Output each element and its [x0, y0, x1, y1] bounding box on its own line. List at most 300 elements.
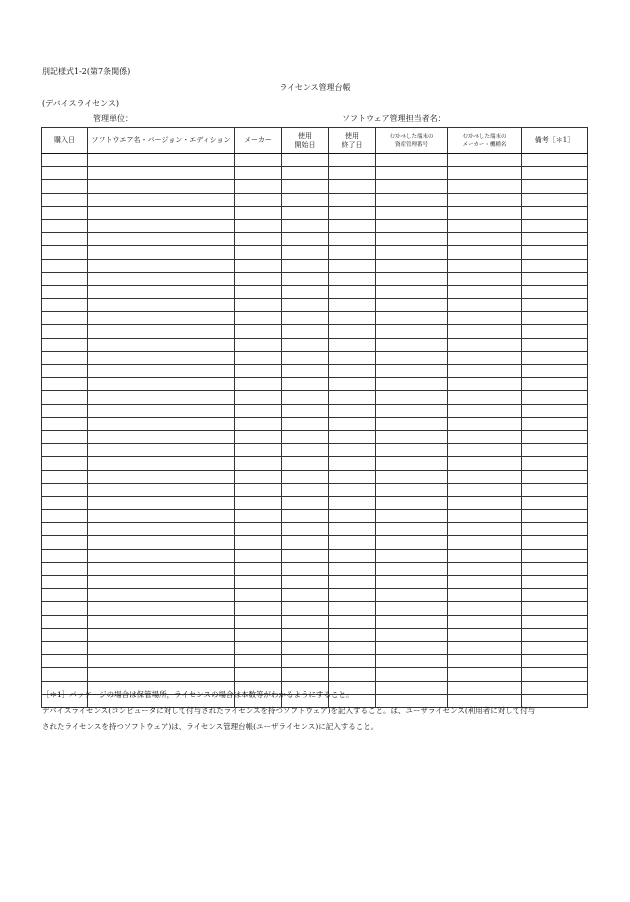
table-cell	[282, 299, 329, 312]
table-row	[42, 167, 588, 180]
table-cell	[282, 417, 329, 430]
table-cell	[522, 483, 588, 496]
table-cell	[235, 351, 282, 364]
table-cell	[235, 404, 282, 417]
table-cell	[88, 246, 235, 259]
table-cell	[42, 259, 88, 272]
table-cell	[88, 562, 235, 575]
table-cell	[329, 562, 376, 575]
table-cell	[376, 404, 448, 417]
table-cell	[522, 549, 588, 562]
table-cell	[329, 444, 376, 457]
table-cell	[42, 338, 88, 351]
table-row	[42, 299, 588, 312]
table-cell	[88, 457, 235, 470]
footnote-remarks: ［＊1］パッケージの場合は保管場所，ライセンスの場合は本数等がわかるようにすること。	[42, 690, 354, 699]
table-cell	[235, 338, 282, 351]
table-cell	[42, 523, 88, 536]
table-cell	[376, 510, 448, 523]
form-number: 別記様式1-2(第7条関係)	[42, 67, 131, 76]
table-cell	[282, 154, 329, 167]
table-cell	[235, 285, 282, 298]
table-row	[42, 404, 588, 417]
table-cell	[88, 417, 235, 430]
table-cell	[42, 312, 88, 325]
table-cell	[376, 536, 448, 549]
table-cell	[376, 351, 448, 364]
table-cell	[448, 351, 522, 364]
table-cell	[522, 681, 588, 694]
table-cell	[448, 259, 522, 272]
table-cell	[235, 444, 282, 457]
table-cell	[329, 549, 376, 562]
footnote-device-license-1: デバイスライセンス(コンピュータに対して付与されたライセンスを持つソフトウェア)を記入すること。は、ユーザライセンス(利用者に対して付与	[42, 706, 536, 715]
table-cell	[376, 219, 448, 232]
table-cell	[448, 312, 522, 325]
table-cell	[329, 523, 376, 536]
table-cell	[522, 523, 588, 536]
table-cell	[329, 470, 376, 483]
table-cell	[282, 655, 329, 668]
table-cell	[448, 167, 522, 180]
table-cell	[522, 628, 588, 641]
table-cell	[282, 576, 329, 589]
table-cell	[235, 259, 282, 272]
table-cell	[282, 404, 329, 417]
table-cell	[88, 549, 235, 562]
table-cell	[448, 483, 522, 496]
table-cell	[282, 470, 329, 483]
table-cell	[376, 457, 448, 470]
table-cell	[88, 365, 235, 378]
table-row	[42, 457, 588, 470]
table-cell	[376, 641, 448, 654]
table-cell	[235, 562, 282, 575]
table-cell	[42, 391, 88, 404]
table-cell	[329, 391, 376, 404]
table-cell	[448, 562, 522, 575]
table-cell	[235, 576, 282, 589]
table-cell	[88, 391, 235, 404]
table-cell	[376, 417, 448, 430]
table-cell	[282, 496, 329, 509]
table-cell	[448, 193, 522, 206]
table-cell	[235, 655, 282, 668]
table-cell	[376, 615, 448, 628]
table-cell	[42, 299, 88, 312]
table-cell	[282, 219, 329, 232]
table-cell	[282, 246, 329, 259]
table-cell	[329, 496, 376, 509]
table-cell	[522, 312, 588, 325]
table-row	[42, 206, 588, 219]
table-cell	[329, 351, 376, 364]
table-cell	[88, 167, 235, 180]
table-cell	[448, 325, 522, 338]
table-row	[42, 430, 588, 443]
table-cell	[235, 299, 282, 312]
table-cell	[329, 272, 376, 285]
table-cell	[282, 391, 329, 404]
table-cell	[329, 246, 376, 259]
table-cell	[282, 325, 329, 338]
table-cell	[42, 668, 88, 681]
table-cell	[329, 233, 376, 246]
table-cell	[376, 193, 448, 206]
table-cell	[522, 206, 588, 219]
table-cell	[522, 272, 588, 285]
table-row	[42, 378, 588, 391]
table-cell	[235, 391, 282, 404]
table-cell	[448, 444, 522, 457]
table-cell	[42, 628, 88, 641]
table-cell	[88, 154, 235, 167]
table-cell	[329, 312, 376, 325]
table-cell	[376, 246, 448, 259]
table-cell	[235, 430, 282, 443]
table-cell	[522, 365, 588, 378]
table-cell	[282, 602, 329, 615]
table-row	[42, 325, 588, 338]
table-cell	[282, 180, 329, 193]
table-cell	[448, 615, 522, 628]
table-row	[42, 272, 588, 285]
table-cell	[376, 576, 448, 589]
table-cell	[329, 430, 376, 443]
table-cell	[329, 668, 376, 681]
table-row	[42, 351, 588, 364]
table-cell	[88, 589, 235, 602]
table-cell	[522, 233, 588, 246]
table-cell	[235, 496, 282, 509]
table-cell	[448, 536, 522, 549]
table-cell	[329, 299, 376, 312]
table-cell	[376, 285, 448, 298]
table-cell	[88, 404, 235, 417]
table-cell	[522, 351, 588, 364]
table-body	[42, 154, 588, 708]
table-cell	[42, 444, 88, 457]
table-cell	[88, 536, 235, 549]
table-cell	[88, 510, 235, 523]
table-row	[42, 615, 588, 628]
table-cell	[88, 325, 235, 338]
table-cell	[329, 417, 376, 430]
table-cell	[376, 167, 448, 180]
header-start-date: 使用 開始日	[282, 128, 329, 154]
table-cell	[235, 536, 282, 549]
table-cell	[448, 299, 522, 312]
table-cell	[522, 219, 588, 232]
table-cell	[282, 615, 329, 628]
table-cell	[329, 602, 376, 615]
table-cell	[376, 523, 448, 536]
table-row	[42, 536, 588, 549]
table-cell	[42, 589, 88, 602]
table-cell	[522, 325, 588, 338]
table-cell	[522, 668, 588, 681]
table-cell	[282, 523, 329, 536]
table-cell	[42, 233, 88, 246]
table-cell	[448, 549, 522, 562]
table-cell	[448, 496, 522, 509]
table-cell	[42, 417, 88, 430]
table-cell	[88, 655, 235, 668]
table-cell	[448, 154, 522, 167]
table-cell	[376, 312, 448, 325]
table-cell	[448, 272, 522, 285]
table-cell	[235, 180, 282, 193]
table-cell	[329, 655, 376, 668]
table-cell	[448, 233, 522, 246]
table-cell	[329, 641, 376, 654]
table-row	[42, 628, 588, 641]
table-cell	[282, 285, 329, 298]
table-cell	[282, 536, 329, 549]
table-cell	[376, 338, 448, 351]
table-cell	[522, 391, 588, 404]
table-cell	[522, 576, 588, 589]
table-cell	[282, 562, 329, 575]
table-cell	[522, 259, 588, 272]
table-cell	[448, 430, 522, 443]
table-cell	[88, 299, 235, 312]
table-cell	[376, 681, 448, 694]
table-cell	[448, 641, 522, 654]
table-cell	[448, 602, 522, 615]
table-cell	[235, 154, 282, 167]
table-cell	[448, 219, 522, 232]
table-cell	[235, 219, 282, 232]
table-cell	[376, 549, 448, 562]
table-cell	[42, 430, 88, 443]
table-row	[42, 576, 588, 589]
table-cell	[522, 167, 588, 180]
table-cell	[88, 272, 235, 285]
table-cell	[88, 615, 235, 628]
table-cell	[88, 496, 235, 509]
table-cell	[235, 365, 282, 378]
table-cell	[282, 193, 329, 206]
document-title: ライセンス管理台帳	[279, 83, 351, 92]
table-cell	[376, 378, 448, 391]
table-cell	[448, 246, 522, 259]
table-cell	[522, 404, 588, 417]
table-cell	[448, 285, 522, 298]
table-cell	[235, 589, 282, 602]
table-cell	[376, 602, 448, 615]
table-cell	[329, 615, 376, 628]
table-cell	[235, 417, 282, 430]
table-cell	[235, 628, 282, 641]
table-cell	[42, 246, 88, 259]
table-cell	[448, 365, 522, 378]
table-cell	[42, 536, 88, 549]
table-row	[42, 510, 588, 523]
table-cell	[448, 338, 522, 351]
header-asset-number: ｲﾝｽﾄｰﾙした端末の 資産管理番号	[376, 128, 448, 154]
table-cell	[282, 668, 329, 681]
table-cell	[42, 655, 88, 668]
table-cell	[235, 549, 282, 562]
table-cell	[88, 430, 235, 443]
table-row	[42, 523, 588, 536]
table-cell	[376, 496, 448, 509]
table-cell	[522, 338, 588, 351]
table-cell	[282, 378, 329, 391]
table-cell	[329, 378, 376, 391]
table-cell	[329, 457, 376, 470]
table-cell	[42, 457, 88, 470]
table-cell	[448, 378, 522, 391]
table-cell	[282, 444, 329, 457]
header-end-date: 使用 終了日	[329, 128, 376, 154]
table-cell	[329, 325, 376, 338]
table-cell	[282, 272, 329, 285]
table-cell	[448, 523, 522, 536]
table-cell	[88, 668, 235, 681]
table-cell	[235, 457, 282, 470]
table-row	[42, 470, 588, 483]
table-row	[42, 391, 588, 404]
table-cell	[376, 655, 448, 668]
table-cell	[282, 457, 329, 470]
table-cell	[42, 378, 88, 391]
table-cell	[235, 233, 282, 246]
table-cell	[42, 167, 88, 180]
table-row	[42, 655, 588, 668]
table-cell	[88, 351, 235, 364]
table-cell	[88, 312, 235, 325]
table-cell	[42, 365, 88, 378]
table-cell	[376, 272, 448, 285]
table-cell	[376, 628, 448, 641]
software-manager-label: ソフトウェア管理担当者名：	[342, 114, 446, 123]
table-row	[42, 641, 588, 654]
license-type-label: (デバイスライセンス)	[42, 99, 119, 108]
table-row	[42, 562, 588, 575]
table-cell	[235, 615, 282, 628]
table-cell	[329, 404, 376, 417]
table-cell	[522, 285, 588, 298]
table-cell	[42, 272, 88, 285]
table-row	[42, 219, 588, 232]
table-cell	[329, 589, 376, 602]
table-cell	[522, 246, 588, 259]
table-cell	[88, 206, 235, 219]
table-cell	[376, 299, 448, 312]
table-cell	[448, 404, 522, 417]
table-cell	[376, 483, 448, 496]
table-cell	[42, 615, 88, 628]
table-row	[42, 668, 588, 681]
table-cell	[448, 668, 522, 681]
table-cell	[88, 470, 235, 483]
table-cell	[448, 681, 522, 694]
header-software-name: ソフトウエア名・バージョン・エディション	[88, 128, 235, 154]
table-cell	[329, 483, 376, 496]
table-row	[42, 549, 588, 562]
table-row	[42, 496, 588, 509]
table-cell	[448, 206, 522, 219]
table-row	[42, 233, 588, 246]
table-cell	[88, 193, 235, 206]
table-cell	[329, 259, 376, 272]
table-cell	[448, 417, 522, 430]
table-cell	[448, 576, 522, 589]
table-cell	[88, 180, 235, 193]
table-cell	[448, 655, 522, 668]
table-cell	[88, 219, 235, 232]
table-cell	[329, 365, 376, 378]
table-cell	[329, 167, 376, 180]
table-cell	[235, 510, 282, 523]
table-cell	[329, 510, 376, 523]
table-cell	[282, 430, 329, 443]
table-cell	[235, 272, 282, 285]
table-cell	[42, 483, 88, 496]
table-cell	[448, 470, 522, 483]
table-cell	[88, 523, 235, 536]
table-cell	[448, 628, 522, 641]
table-cell	[42, 549, 88, 562]
table-cell	[376, 180, 448, 193]
table-cell	[42, 154, 88, 167]
header-remarks: 備考［＊1］	[522, 128, 588, 154]
table-cell	[42, 510, 88, 523]
table-cell	[522, 430, 588, 443]
table-cell	[448, 510, 522, 523]
table-cell	[235, 206, 282, 219]
table-cell	[522, 641, 588, 654]
table-cell	[329, 285, 376, 298]
table-cell	[522, 154, 588, 167]
table-cell	[522, 193, 588, 206]
table-cell	[235, 378, 282, 391]
table-cell	[42, 404, 88, 417]
table-cell	[282, 351, 329, 364]
table-cell	[522, 615, 588, 628]
table-cell	[235, 668, 282, 681]
table-cell	[522, 299, 588, 312]
table-cell	[448, 391, 522, 404]
table-cell	[522, 378, 588, 391]
table-row	[42, 285, 588, 298]
table-cell	[88, 483, 235, 496]
table-row	[42, 154, 588, 167]
table-cell	[235, 641, 282, 654]
table-cell	[448, 457, 522, 470]
table-cell	[376, 444, 448, 457]
table-cell	[329, 154, 376, 167]
header-terminal-model: ｲﾝｽﾄｰﾙした端末の メーカー・機種名	[448, 128, 522, 154]
table-cell	[42, 470, 88, 483]
table-cell	[42, 496, 88, 509]
table-cell	[235, 602, 282, 615]
table-cell	[42, 325, 88, 338]
table-row	[42, 444, 588, 457]
table-cell	[235, 246, 282, 259]
table-cell	[235, 470, 282, 483]
table-row	[42, 312, 588, 325]
table-cell	[42, 576, 88, 589]
table-cell	[376, 233, 448, 246]
table-cell	[329, 576, 376, 589]
table-cell	[376, 391, 448, 404]
table-cell	[522, 470, 588, 483]
table-cell	[329, 180, 376, 193]
table-cell	[522, 496, 588, 509]
